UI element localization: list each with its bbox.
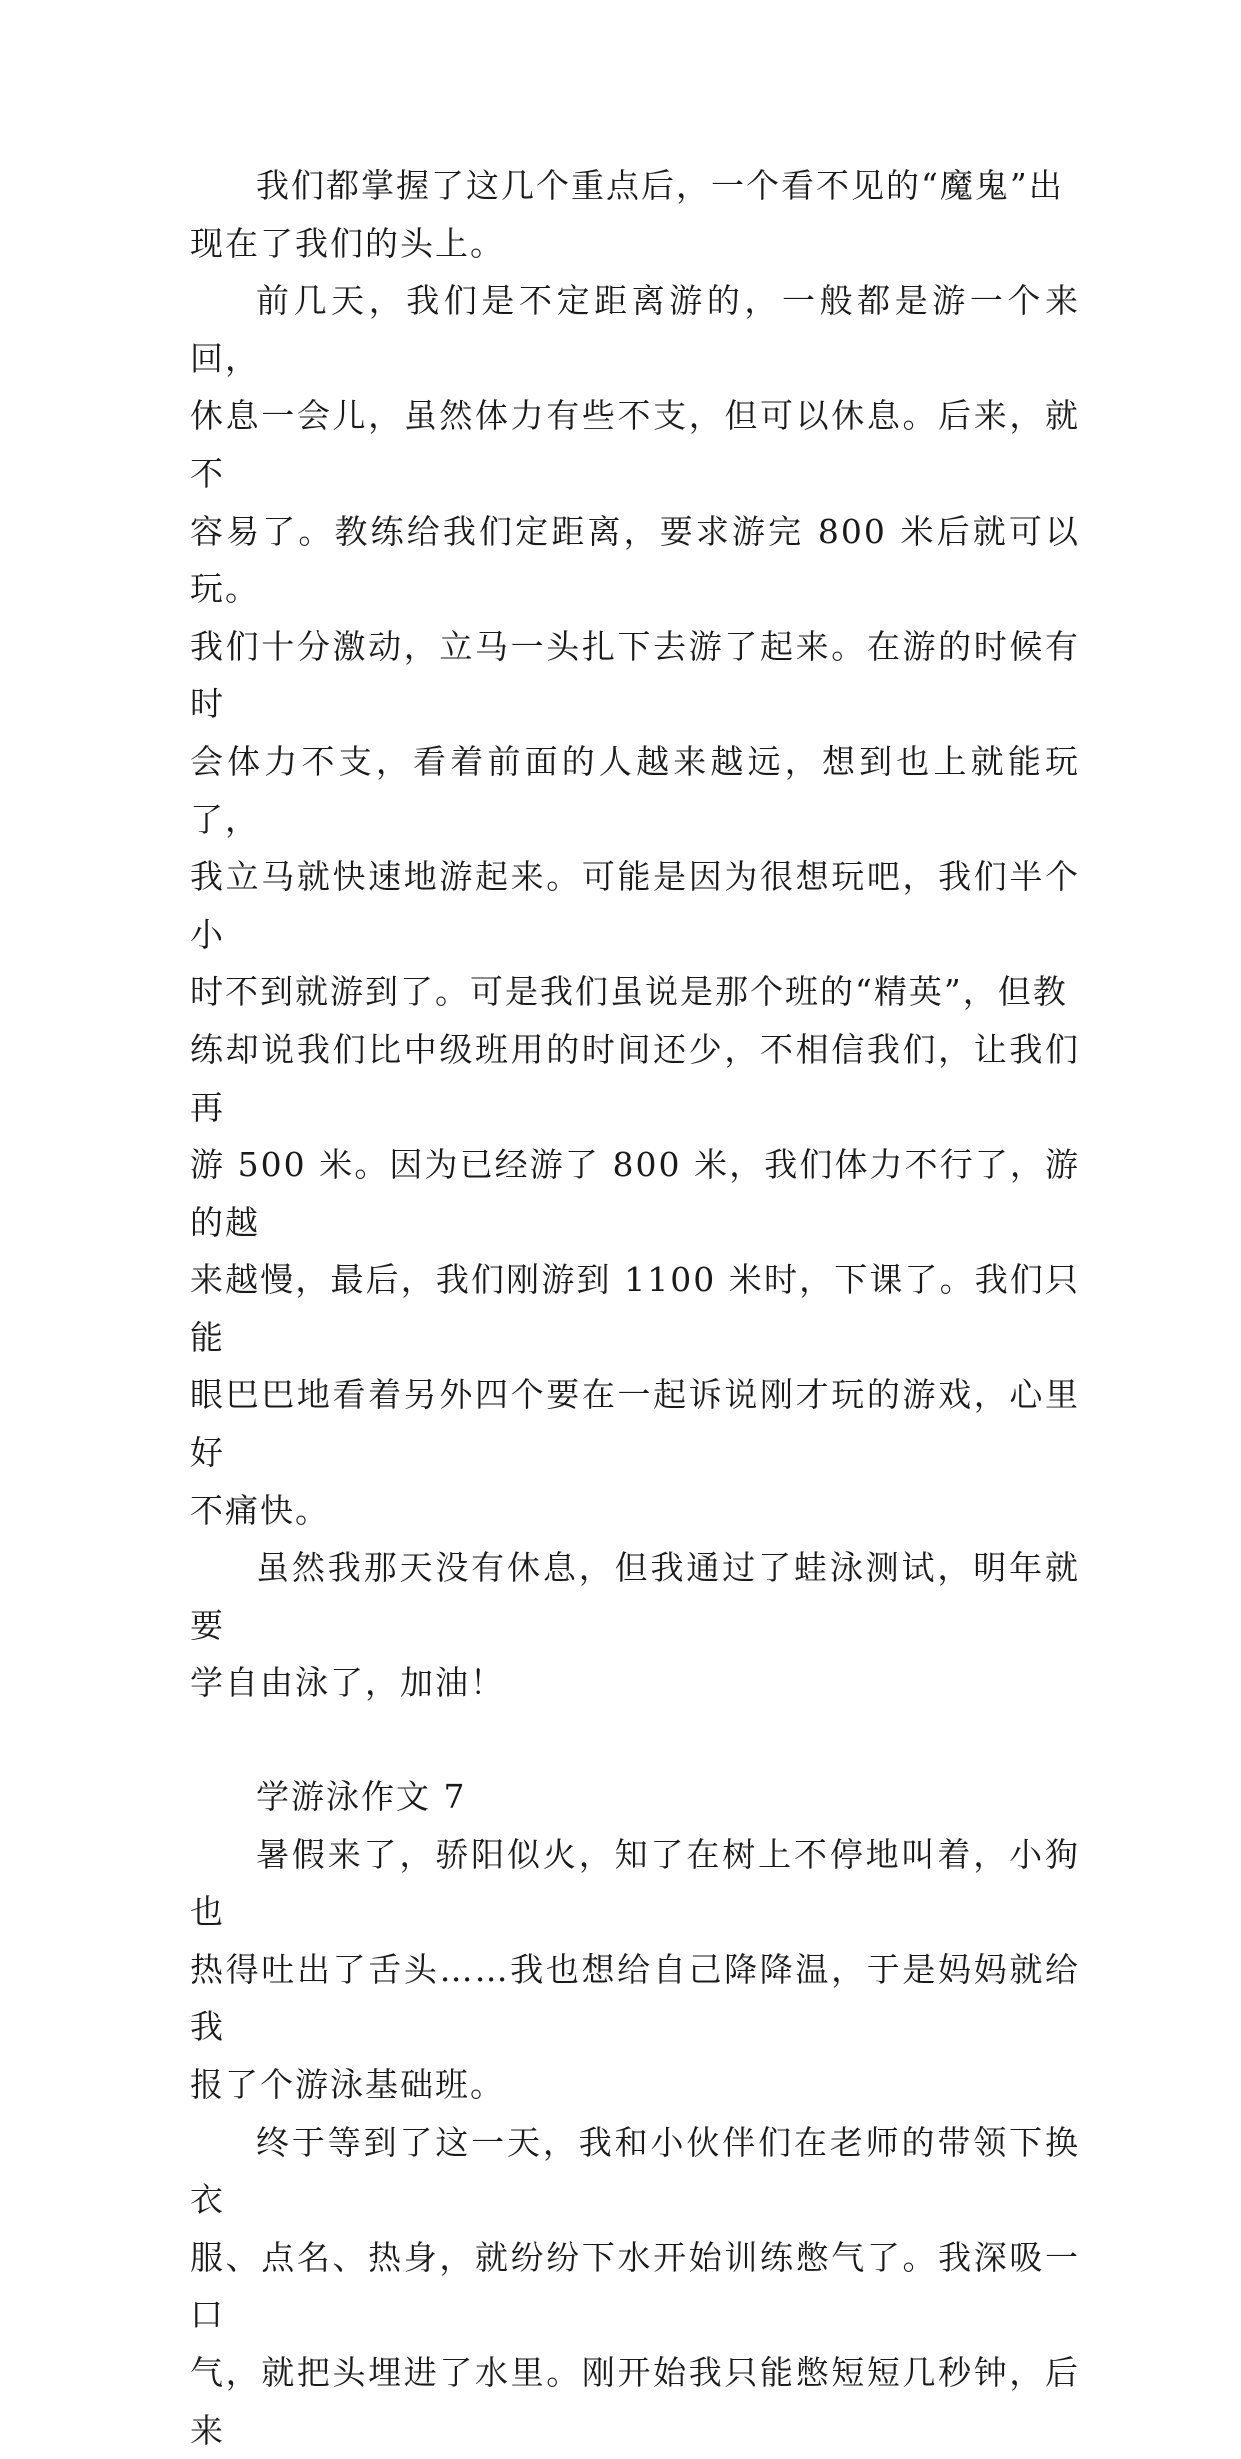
document-body xyxy=(190,157,1080,2459)
paragraph-2: 前几天，我们是不定距离游的，一般都是游一个来回， 休息一会儿，虽然体力有些不支，但可以休息。后来，就不 容易了。教练给我们定距离，要求游完 800 米后就可以玩。 我们十分激动，立马一头扎下去游了起来。在游的时候有时 会体力不支，看着前面的人越来越远，想到也上就能玩了， 我立马就快速地游起来。可能是因为很想玩吧，我们半个小 时不到就游到了。可是我们虽说是那个班的“精英”，但教 练却说我们比中级班用的时间还少，不相信我们，让我们再 游 500 米。因为已经游了 800 米，我们体力不行了，游的越 来越慢，最后，我们刚游到 1100 米时，下课了。我们只能 眼巴巴地看着另外四个要在一起诉说刚才玩的游戏，心里好 不痛快。 xyxy=(190,281,1080,1530)
paragraph-3: 虽然我那天没有休息，但我通过了蛙泳测试，明年就要 学自由泳了，加油！ xyxy=(190,1548,1080,1703)
paragraph-1: 我们都掌握了这几个重点后，一个看不见的“魔鬼”出 现在了我们的头上。 xyxy=(190,166,1064,263)
paragraph-5: 终于等到了这一天，我和小伙伴们在老师的带领下换衣 服、点名、热身，就纷纷下水开始训练憋气了。我深吸一口 气，就把头埋进了水里。刚开始我只能憋短短几秒钟，后来 xyxy=(190,2122,1080,2450)
paragraph-4: 暑假来了，骄阳似火，知了在树上不停地叫着，小狗也 热得吐出了舌头……我也想给自己降降温，于是妈妈就给我 报了个游泳基础班。 xyxy=(190,1834,1080,2104)
section-title: 学游泳作文 7 xyxy=(256,1777,467,1817)
section-spacer xyxy=(190,1712,1080,1768)
